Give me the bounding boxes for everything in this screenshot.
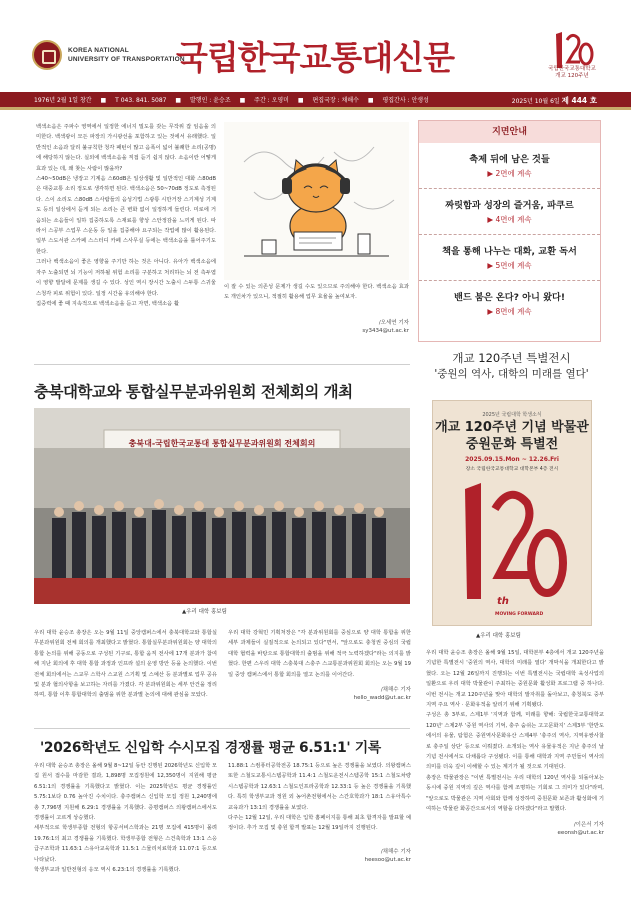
column-paragraph: 그러나 백색소음이 좋은 영향을 주기만 하는 것은 아니다. 유아가 백색소음에 자주 노출되면 뇌 기능이 저하될 위험 소리를 구분하고 처리하는 뇌 전 측두엽이 영향 발달에 문제를 생길 수 있다. 성인 역시 장시간 노출시 스두통 스귀울 스청각 피로 위험이 있다. 일정 시간을 유의해야 한다. xyxy=(36,259,216,297)
contents-item-title: 밴드 붐은 온다? 아니 왔다! xyxy=(453,292,566,303)
article1-paragraph: 우리 대학 강혁민 기획처장은 "각 분과위원회를 중심으로 양 대학 통합을 위한 세부 과제들이 실질적으로 논의되고 있다"면서, "앞으로도 충청권 중심의 국립대학 협력을 바탕으로 통합대학의 출범을 위해 적극 노력하겠다"라는 의지를 밝혔다. 한편 스우리 대학 스충북대 스충주 스교통분과위원회 회의는 오는 9월 19일 중앙 캠퍼스에서 통합 회의를 열고 논의를 이어간다. xyxy=(228,630,411,678)
exhibit-heading xyxy=(420,350,603,382)
article2-headline: '2026학년도 신입학 수시모집 경쟁률 평균 6.51:1' 기록 xyxy=(40,740,381,756)
exhibit-subtitle: '중원의 역사, 대학의 미래를 열다' xyxy=(434,368,589,380)
byline-email: hello_wadd@ut.ac.kr xyxy=(353,695,411,702)
info-chief: 편집국장 : 채해수 xyxy=(312,97,359,104)
section-divider xyxy=(34,728,410,729)
publication-info xyxy=(34,92,436,107)
article2-paragraph: 11.88:1 스컴퓨터공학전공 18.75:1 등으로 높은 경쟁률을 보였다. 의왕캠퍼스 또한 스철도교통시스템공학과 11.4:1 스철도운전시스템공학 15:1 스철도차량시스템공학과 12.63:1 스철도인프라공학과 12.33:1 등 높은 경쟁률을 기록했다. 특히 학생부교과 정원 외 농어촌전형에서는 스간호학과가 18:1 스유아특수교육과가 13:1의 경쟁률을 보였다. xyxy=(228,763,411,811)
contents-item[interactable] xyxy=(419,235,600,281)
info-bar xyxy=(0,92,631,110)
article2-body-left xyxy=(34,761,217,875)
newspaper-title: 국립한국교통대신문 xyxy=(176,38,454,77)
exhibit-body xyxy=(426,648,604,837)
info-editor: 주간 : 오영미 xyxy=(254,97,289,104)
article1-body-right xyxy=(228,628,411,702)
contents-item[interactable] xyxy=(419,143,600,189)
poster-top-line: 2025년 국립대학 학생소식 xyxy=(482,412,542,418)
column-body-left xyxy=(36,122,216,309)
poster-place: 장소 국립한국교통대학교 대학본부 4층 전시 xyxy=(465,467,559,472)
issue-date: 2025년 10월 6일 xyxy=(511,98,560,105)
issue-number: 제 444 호 xyxy=(561,96,597,105)
issue-info xyxy=(512,92,597,107)
contents-item-page: ▶ 2면에 계속 xyxy=(487,169,532,178)
contents-item-title: 짜릿함과 성장의 즐거움, 파쿠르 xyxy=(445,200,574,211)
byline-email: eeonsh@ut.ac.kr xyxy=(557,829,604,836)
info-separator: ■ xyxy=(100,97,107,104)
article2-paragraph: 우리 대학 윤승조 총장은 올해 9월 8~12일 동안 진행된 2026학년도 신입학 모집 원서 접수를 마감한 결과, 1,898명 모집정원에 12,350명이 지원해 평균 6.51:1의 경쟁률을 기록했다고 밝혔다. 이는 2025학년도 평균 경쟁률인 5.75:1보다 0.76 높아진 수치이다. 충주캠퍼스 신입학 모집 정원 1,240명에 총 7,796명 지원해 6.29:1 경쟁률을 기록했다. 증평캠퍼스 의왕캠퍼스에서도 경쟁률이 고르게 상승했다. xyxy=(34,763,217,822)
info-secretary: 평집간사 : 안생성 xyxy=(382,97,429,104)
column-byline xyxy=(224,319,409,335)
exhibit-poster xyxy=(432,400,592,626)
info-separator: ■ xyxy=(239,97,246,104)
contents-item-page: ▶ 5면에 계속 xyxy=(487,261,532,270)
article2-paragraph: 다주는 12월 12일, 우리 대학은 입학 홈페이지를 통해 최초 합격자를 발표할 예정이다. 추가 모집 및 충원 합격 발표는 12월 19일까지 진행된다. xyxy=(228,815,411,832)
info-separator: ■ xyxy=(367,97,374,104)
photo-banner-text: 충북대-국립한국교통대 통합실무분과위원회 전체회의 xyxy=(128,439,316,448)
cat-headphones-illustration xyxy=(224,122,409,280)
article1-paragraph: 우리 대학 윤승조 총장은 오는 9월 11일 중앙캠퍼스에서 충북대학교와 통합실무분과위원회 전체 회의를 개최했다고 밝혔다. 통합실무분과위원회는 양 대학의 통합 논의를 위해 공동으로 구성된 기구로, 통합 움직 전사에 17개 분과가 참여해 지난 회의에 후 대학 통합 과정과 인프라 설의 운영 방안 등을 논의했다. 이번 전체 회의에서는 스교무 스학사 스교원 스기획 및 스예산 등 분과별로 업무 공유 및 분과 협의사항을 보고하는 자리를 가졌다. 각 분과위원회는 세부 안건을 정리하며, 통합 이후 통합대학의 출범을 위한 분과별 논의에 대해 관심을 모았다. xyxy=(34,630,217,699)
info-phone: T 043. 841. 5087 xyxy=(115,97,167,104)
masthead xyxy=(0,0,631,92)
column-paragraph: 백색소음은 주파수 영역에서 일정한 에너지 밀도를 갖는 무작위 잡 임음을 의미한다. 백색광이 모든 파장의 가시광선을 포함하고 있는 것에서 유래했다. 일반적인 소음과 달리 불규칙한 청각 패턴이 많고 음폭이 넓어 불쾌한 소리(공명)에 해당하지 않는다. 실외에 백색소음을 직접 듣기 쉽지 않다. 소음이란 어떻게 효과 있는 데, 왜 찾는 사람이 많을까? xyxy=(36,124,216,172)
section-divider xyxy=(34,364,410,365)
column-body-right xyxy=(224,282,409,335)
article2-paragraph: 세부적으로 학생부종합 전형의 항공서비스학과는 21명 모집에 415명이 몰려 19.76:1의 최고 경쟁률을 기록했다. 학생부종합 전형은 스건축학과 13:1 스응급구조학과 11.63:1 스유아교육학과 11.5:1 스물리치료학과 11.07:1 등으로 나타났다. xyxy=(34,825,217,863)
article1-photo-caption: ▲우리 대학 홍보팀 xyxy=(182,609,227,615)
column-paragraph: 집중력에 좋 때 지속적으로 백색소음을 듣고 자면, 백색소음 활 xyxy=(36,300,180,307)
poster-date: 2025.09.15.Mon ~ 12.26.Fri xyxy=(465,456,559,463)
exhibit-paragraph: 우리 대학 윤승조 총장은 올해 9월 15일, 대학본부 4층에서 개교 120주년을 기념한 특별전시 '중원의 역사, 대학의 미래를 열다' 개막식을 개최한다고 밝혔다. 오는 12월 26일까지 진행되는 이번 특별전시는 국립대학 육성사업의 일환으로 우리 대학 박물관이 주최하는 중원문화 활성화 프로그램 중 하나다. 이번 전시는 개교 120주년을 맞아 대학의 발자취를 돌아보고, 충청북도 중부지역 주요 역사 · 문화유적을 알리기 위해 기획됐다. xyxy=(426,650,604,709)
contents-item-page: ▶ 4면에 계속 xyxy=(487,215,532,224)
article2-paragraph: 학생부교과 일반전형의 응모 역시 6.23:1의 경쟁률을 기록했다. xyxy=(34,867,181,874)
contents-guide-heading: 지면안내 xyxy=(419,121,600,143)
byline-email: sy3434@ut.ac.kr xyxy=(362,327,409,334)
contents-item[interactable] xyxy=(419,189,600,235)
info-publisher: 발행인 : 윤승조 xyxy=(190,97,231,104)
column-paragraph: 스40~50dB은 냉장고 기계음 스60dB은 일상생활 및 일반적인 대화 스80dB은 대중교통 소리 정도로 생각하면 된다. 백색소음은 50~70dB 정도로 측정된다. 스이 소리도 스80dB 스사람들의 음성기법 스광통 시만거장 스기계성 기계도 등의 일상에서 듣게 되는 소리는 큰 변화 없이 일정하게 들린다. 미로에 거음되는 소음들이 일하 집중하도록 스재료를 향상 스안정감을 느끼게 된다. 따라서 스공부 스업무 스운동 등 일을 집중해야 요구되는 작업에 많이 활용된다. 일부 스도서관 스카페 스스터디 카페 스사무실 등에는 백색소음을 틀어주기도 한다. xyxy=(36,176,216,255)
exhibit-paragraph: 구성은 총 3부로, 스제1부 '지역과 함께, 미래를 향해: 국립한국교통대학교 120년' 스제2부 '중원 역사의 기억, 충주 숨쉬는 고고문화지' 스제3부 '한반도에서의 유물, 탐험은 중원역사문화유산 스제4부 '충주의 역사, 지역유쌍사찰로 충주일 상단' 등으로 이뤄졌다. 소개되는 역사 유물유적은 지난 충주의 날 기념 전시에서도 다채롭다 구성됐다. 이를 통해 대학과 지역 주민들이 역사의 의미를 더욱 깊이 이해할 수 있는 계기가 될 것으로 기대된다. xyxy=(426,712,604,771)
university-name-line1: KOREA NATIONAL xyxy=(68,47,129,54)
article2-body-right xyxy=(228,761,411,864)
poster-slogan: MOVING FORWARD xyxy=(495,612,544,617)
byline-name: /채해수 기자 xyxy=(380,687,411,694)
contents-guide xyxy=(418,120,601,342)
exhibit-byline xyxy=(426,821,604,837)
contents-item-title: 축제 뒤에 남은 것들 xyxy=(469,154,550,165)
exhibit-paragraph: 총장은 박물관장은 "이번 특별전시는 우리 대학의 120년 역사를 되돌아보는 동시에 중원 지역의 깊은 역사를 함께 조명하는 기회로 그 의미가 있다"라며, "앞으로도 박물관은 지역 사회와 함께 성장하며 중원문화 보존과 활성화에 기여하는 박물관 화공간으로서의 역할을 다하겠다"라고 말했다. xyxy=(426,774,604,813)
university-name-line2: UNIVERSITY OF TRANSPORTATION xyxy=(68,56,185,63)
poster-120-graphic-icon xyxy=(455,479,575,609)
article1-body-left xyxy=(34,628,217,701)
exhibit-title: 개교 120주년 특별전시 xyxy=(452,351,571,365)
column-paragraph: 이 잘 수 있는 의존성 문제가 생길 수도 있으므로 주의해야 한다. 백색소음 효과도 개인차가 있으니, 적절히 활용해 업무 효율을 높여보자. xyxy=(224,284,409,301)
exhibit-photo-caption: ▲우리 대학 홍보팀 xyxy=(476,633,521,639)
info-separator: ■ xyxy=(297,97,304,104)
university-name xyxy=(68,46,185,64)
byline-email: heesoo@ut.ac.kr xyxy=(364,856,411,863)
article2-byline xyxy=(228,848,411,864)
poster-th: th xyxy=(497,596,509,607)
byline-name: /채해수 기자 xyxy=(380,848,411,855)
contents-item[interactable] xyxy=(419,281,600,326)
contents-item-title: 책을 통해 나누는 대화, 교환 독서 xyxy=(442,246,577,257)
university-seal-icon xyxy=(32,40,62,70)
byline-name: /오세연 기자 xyxy=(378,319,409,326)
article1-headline: 충북대학교와 통합실무분과위원회 전체회의 개최 xyxy=(34,383,353,401)
byline-name: /이은서 기자 xyxy=(573,821,604,828)
anniversary-caption xyxy=(536,66,608,80)
meeting-group-photo xyxy=(34,408,410,604)
info-separator: ■ xyxy=(175,97,182,104)
anniversary-line2: 개교 120주년 xyxy=(555,73,589,79)
poster-title: 개교 120주년 기념 박물관 중원문화 특별전 xyxy=(435,420,589,452)
article1-byline xyxy=(228,686,411,702)
contents-item-page: ▶ 8면에 계속 xyxy=(487,307,532,316)
anniversary-line1: 국립한국교통대학교 xyxy=(548,66,596,72)
info-founded: 1976년 2월 1일 창간 xyxy=(34,97,92,104)
